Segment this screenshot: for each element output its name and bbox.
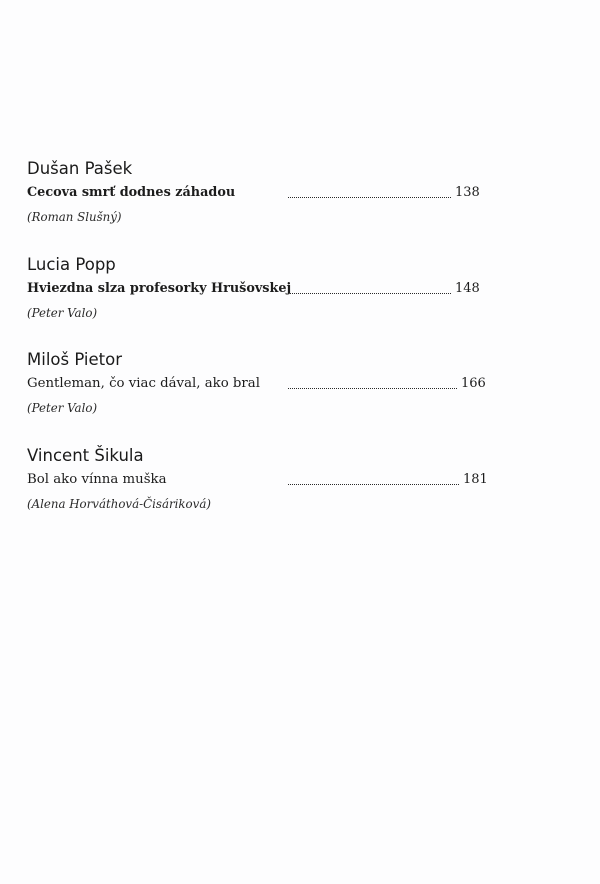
chapter-author: (Peter Valo) bbox=[27, 401, 98, 415]
chapter-author: (Peter Valo) bbox=[27, 306, 98, 320]
dot-leader bbox=[288, 197, 451, 198]
toc-entry bbox=[27, 350, 497, 416]
toc-title-row bbox=[27, 470, 497, 490]
chapter-author: (Alena Horváthová-Čisáriková) bbox=[27, 497, 211, 511]
toc-title-row bbox=[27, 183, 497, 203]
page-number: 166 bbox=[461, 376, 486, 391]
page-number: 181 bbox=[463, 472, 488, 487]
toc-title-row bbox=[27, 279, 497, 299]
dot-leader bbox=[288, 388, 457, 389]
person-name: Miloš Pietor bbox=[27, 350, 123, 369]
dot-leader bbox=[288, 293, 451, 294]
page-number: 148 bbox=[455, 281, 480, 296]
toc-entry bbox=[27, 159, 497, 225]
chapter-author: (Roman Slušný) bbox=[27, 210, 122, 224]
person-name: Dušan Pašek bbox=[27, 159, 133, 178]
dot-leader bbox=[288, 484, 459, 485]
person-name: Lucia Popp bbox=[27, 255, 116, 274]
toc-entry bbox=[27, 446, 497, 512]
page-number: 138 bbox=[455, 185, 480, 200]
toc-title-row bbox=[27, 374, 497, 394]
chapter-title: Gentleman, čo viac dával, ako bral bbox=[27, 376, 260, 391]
chapter-title: Hviezdna slza profesorky Hrušovskej bbox=[27, 281, 292, 296]
toc-entry bbox=[27, 255, 497, 321]
chapter-title: Bol ako vínna muška bbox=[27, 472, 167, 487]
person-name: Vincent Šikula bbox=[27, 446, 144, 465]
chapter-title: Cecova smrť dodnes záhadou bbox=[27, 185, 236, 200]
